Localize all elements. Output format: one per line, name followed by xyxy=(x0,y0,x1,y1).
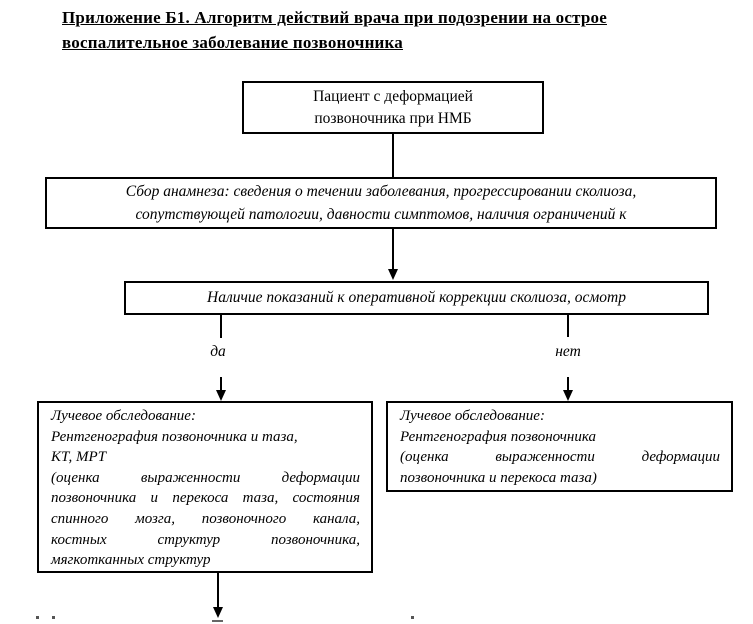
start-box-line-2: позвоночника при НМБ xyxy=(314,109,472,127)
radiology-full-line: Лучевое обследование: xyxy=(51,408,196,424)
branch-yes-stub-line xyxy=(220,315,222,338)
radiology-full-line: позвоночника и перекоса таза, состояния xyxy=(51,490,360,507)
anamnesis-line-2: сопутствующей патологии, давности симптомов, наличия ограничений к xyxy=(135,206,627,223)
radiology-full-line: костных структур позвоночника, xyxy=(51,531,360,548)
radiology-full-line: спинного мозга, позвоночного канала, xyxy=(51,510,360,527)
cutoff-mark xyxy=(411,616,414,619)
cutoff-mark xyxy=(52,616,55,619)
cutoff-mark xyxy=(212,620,223,622)
radiology-basic-line: Лучевое обследование: xyxy=(400,408,545,424)
page-title-line-1: Приложение Б1. Алгоритм действий врача при подозрении на острое xyxy=(62,8,607,27)
branch-yes-arrow-line xyxy=(220,377,222,391)
arrowhead-down-icon xyxy=(563,390,573,401)
branch-no-label: нет xyxy=(555,343,581,360)
radiology-basic-box xyxy=(386,401,733,492)
radiology-full-line: мягкотканных структур xyxy=(51,552,211,569)
decision-text: Наличие показаний к оперативной коррекции сколиоза, осмотр xyxy=(207,289,626,306)
connector-start-to-anamnesis xyxy=(392,134,394,177)
cutoff-mark xyxy=(36,616,39,619)
start-box-patient xyxy=(242,81,544,134)
connector-leftbox-down xyxy=(217,573,219,608)
branch-yes-label: да xyxy=(210,343,226,360)
anamnesis-line-1: Сбор анамнеза: сведения о течении заболевания, прогрессировании сколиоза, xyxy=(125,183,637,200)
start-box-line-1: Пациент с деформацией xyxy=(313,87,473,105)
decision-box xyxy=(124,281,709,315)
anamnesis-box xyxy=(45,177,717,229)
page-title-line-2: воспалительное заболевание позвоночника xyxy=(62,33,403,52)
arrowhead-down-icon xyxy=(213,607,223,618)
branch-no-stub-line xyxy=(567,315,569,337)
radiology-full-line: (оценка выраженности деформации xyxy=(51,469,360,486)
page-title xyxy=(62,5,722,55)
connector-anamnesis-to-decision xyxy=(392,229,394,270)
arrowhead-down-icon xyxy=(216,390,226,401)
branch-no-arrow-line xyxy=(567,377,569,391)
radiology-full-line: Рентгенография позвоночника и таза, xyxy=(51,428,298,445)
arrowhead-down-icon xyxy=(388,269,398,280)
radiology-basic-line: позвоночника и перекоса таза) xyxy=(400,469,597,486)
radiology-full-box xyxy=(37,401,373,573)
radiology-basic-line: Рентгенография позвоночника xyxy=(400,428,596,445)
radiology-full-line: КТ, МРТ xyxy=(51,449,107,466)
radiology-basic-line: (оценка выраженности деформации xyxy=(400,449,720,466)
